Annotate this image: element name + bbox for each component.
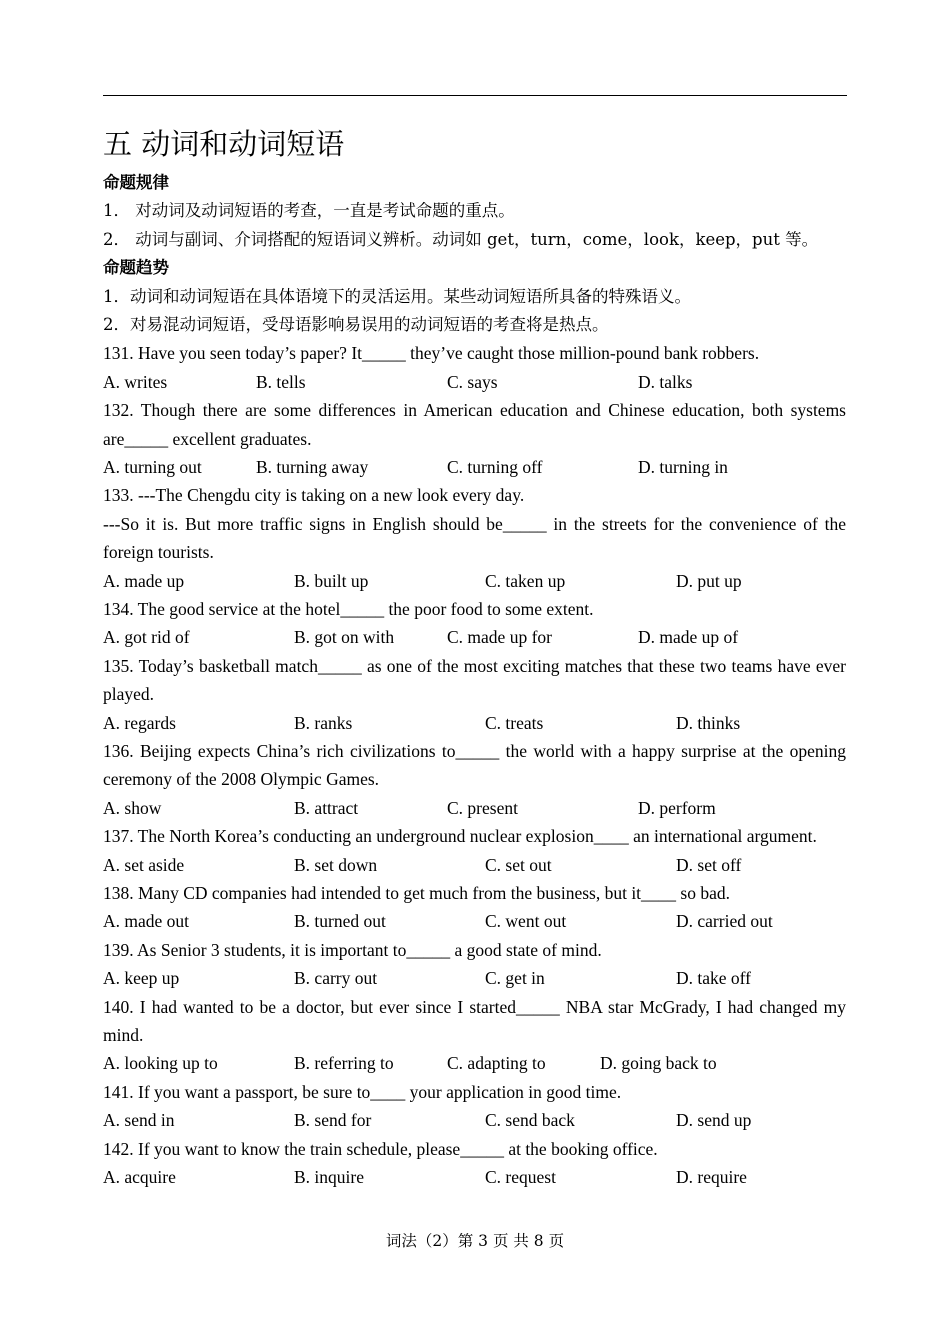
option-a: A. made up bbox=[103, 570, 185, 591]
option-a: A. keep up bbox=[103, 968, 180, 989]
question-text-continued: ---So it is. But more traffic signs in English should be_____ in the streets for the convenience of the foreign tourists. bbox=[103, 513, 846, 563]
option-a: A. send in bbox=[103, 1110, 175, 1131]
option-b: B. ranks bbox=[294, 712, 353, 733]
option-c: C. went out bbox=[485, 911, 567, 932]
options-row bbox=[103, 1106, 846, 1134]
option-b: B. tells bbox=[256, 371, 306, 392]
question-text: 132. Though there are some differences in American education and Chinese education, both systems are_____ excellent graduates. bbox=[103, 400, 846, 449]
option-b: B. carry out bbox=[294, 968, 378, 989]
options-row bbox=[103, 453, 846, 481]
option-d: D. carried out bbox=[676, 911, 773, 932]
option-c: C. set out bbox=[485, 854, 552, 875]
option-d: D. put up bbox=[676, 570, 742, 591]
trend-item: 2．对易混动词短语，受母语影响易误用的动词短语的考查将是热点。 bbox=[103, 315, 609, 335]
option-a: A. show bbox=[103, 797, 162, 818]
option-a: A. turning out bbox=[103, 457, 202, 478]
option-c: C. present bbox=[447, 797, 518, 818]
option-a: A. regards bbox=[103, 712, 176, 733]
rule-item: 1． 对动词及动词短语的考查，一直是考试命题的重点。 bbox=[103, 201, 515, 221]
option-c: C. taken up bbox=[485, 570, 566, 591]
rule-item: 2． 动词与副词、介词搭配的短语词义辨析。动词如 get，turn，come，look，keep，put 等。 bbox=[103, 229, 819, 249]
question-text: 141. If you want a passport, be sure to____ your application in good time. bbox=[103, 1081, 622, 1102]
options-row bbox=[103, 709, 846, 737]
question-text: 131. Have you seen today’s paper? It_____ they’ve caught those million-pound bank robbers. bbox=[103, 343, 760, 364]
option-d: D. take off bbox=[676, 968, 751, 989]
option-d: D. turning in bbox=[638, 457, 728, 478]
option-d: D. going back to bbox=[600, 1053, 717, 1074]
option-b: B. got on with bbox=[294, 627, 395, 648]
options-row bbox=[103, 1049, 846, 1077]
option-d: D. talks bbox=[638, 371, 693, 392]
rule-section-title: 命题规律 bbox=[103, 173, 169, 192]
option-c: C. get in bbox=[485, 968, 545, 989]
option-c: C. turning off bbox=[447, 457, 543, 478]
option-a: A. got rid of bbox=[103, 627, 190, 648]
option-c: C. says bbox=[447, 371, 498, 392]
option-b: B. turned out bbox=[294, 911, 386, 932]
options-row bbox=[103, 1163, 846, 1191]
option-d: D. made up of bbox=[638, 627, 739, 648]
options-row bbox=[103, 623, 846, 651]
page-footer: 词法（2）第 3 页 共 8 页 bbox=[385, 1232, 565, 1250]
question-text: 138. Many CD companies had intended to get much from the business, but it____ so bad. bbox=[103, 883, 730, 904]
option-d: D. set off bbox=[676, 854, 742, 875]
option-b: B. inquire bbox=[294, 1167, 364, 1188]
option-d: D. require bbox=[676, 1167, 747, 1188]
question-text: 133. ---The Chengdu city is taking on a new look every day. bbox=[103, 485, 525, 506]
question-text: 139. As Senior 3 students, it is important to_____ a good state of mind. bbox=[103, 939, 602, 960]
options-row bbox=[103, 567, 846, 595]
section-heading: 五 动词和动词短语 bbox=[103, 127, 345, 161]
option-d: D. send up bbox=[676, 1110, 752, 1131]
option-c: C. treats bbox=[485, 712, 544, 733]
option-b: B. turning away bbox=[256, 457, 369, 478]
option-b: B. built up bbox=[294, 570, 369, 591]
header-rule bbox=[103, 95, 847, 96]
option-a: A. acquire bbox=[103, 1167, 176, 1188]
option-b: B. set down bbox=[294, 854, 378, 875]
trend-section-title: 命题趋势 bbox=[103, 258, 169, 278]
option-b: B. referring to bbox=[294, 1053, 394, 1074]
option-c: C. adapting to bbox=[447, 1053, 546, 1074]
question-text: 140. I had wanted to be a doctor, but ever since I started_____ NBA star McGrady, I had changed my mind. bbox=[103, 996, 846, 1046]
option-b: B. attract bbox=[294, 797, 359, 818]
option-c: C. made up for bbox=[447, 627, 552, 648]
question-text: 136. Beijing expects China’s rich civilizations to_____ the world with a happy surprise at the opening ceremony of the 2008 Olympic Games. bbox=[103, 741, 846, 790]
options-row bbox=[103, 794, 846, 822]
options-row bbox=[103, 368, 846, 396]
options-row bbox=[103, 907, 846, 935]
question-text: 137. The North Korea’s conducting an underground nuclear explosion____ an international argument. bbox=[103, 826, 817, 847]
options-row bbox=[103, 964, 846, 992]
option-a: A. set aside bbox=[103, 854, 185, 875]
option-c: C. send back bbox=[485, 1110, 575, 1131]
option-d: D. perform bbox=[638, 797, 716, 818]
options-row bbox=[103, 851, 846, 879]
page-content bbox=[103, 124, 846, 1191]
option-c: C. request bbox=[485, 1167, 556, 1188]
option-b: B. send for bbox=[294, 1110, 372, 1131]
question-text: 135. Today’s basketball match_____ as one of the most exciting matches that these two teams have ever played. bbox=[103, 655, 846, 705]
option-a: A. made out bbox=[103, 911, 190, 932]
option-a: A. writes bbox=[103, 371, 168, 392]
question-text: 142. If you want to know the train schedule, please_____ at the booking office. bbox=[103, 1138, 658, 1159]
option-d: D. thinks bbox=[676, 712, 741, 733]
option-a: A. looking up to bbox=[103, 1053, 218, 1074]
trend-item: 1．动词和动词短语在具体语境下的灵活运用。某些动词短语所具备的特殊语义。 bbox=[103, 286, 691, 306]
question-text: 134. The good service at the hotel_____ the poor food to some extent. bbox=[103, 599, 594, 620]
